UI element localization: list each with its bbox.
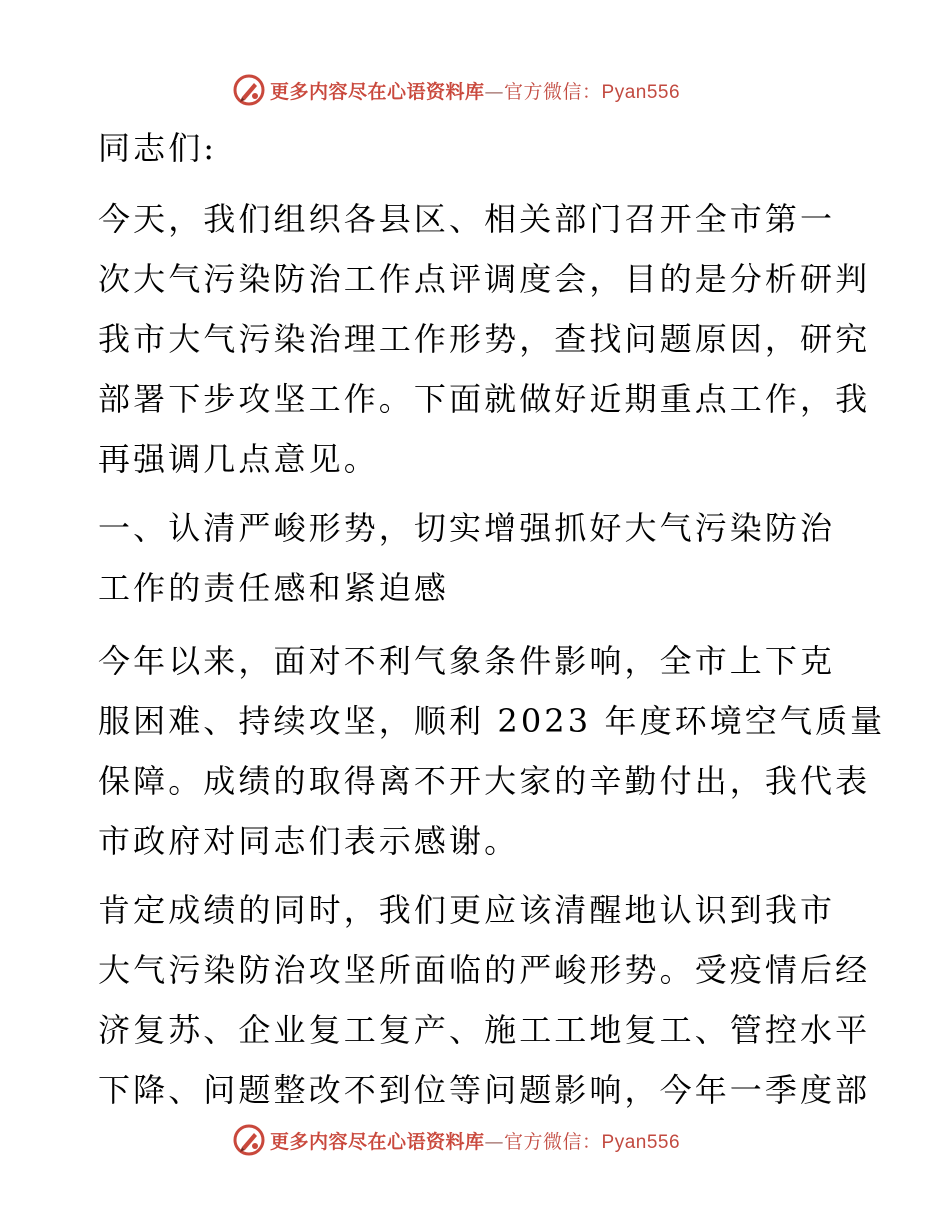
watermark-banner-bottom	[232, 1120, 712, 1160]
heading-line: 工作的责任感和紧迫感	[98, 569, 450, 607]
heading-line: 一、认清严峻形势，切实增强抓好大气污染防治	[98, 509, 836, 547]
paragraph-line: 肯定成绩的同时，我们更应该清醒地认识到我市	[98, 891, 836, 929]
section-heading	[98, 498, 835, 618]
watermark-text	[270, 1127, 680, 1154]
salutation	[98, 118, 217, 178]
watermark-text	[270, 77, 680, 104]
paragraph-line: 今年以来，面对不利气象条件影响，全市上下克	[98, 642, 836, 680]
watermark-dash: —	[484, 1130, 505, 1153]
watermark-brand: 更多内容尽在心语资料库	[270, 1130, 485, 1153]
pen-logo-icon	[232, 73, 266, 107]
watermark-banner-top	[232, 70, 712, 110]
paragraph-line: 部署下步攻坚工作。下面就做好近期重点工作，我	[98, 380, 871, 418]
paragraph-line: 济复苏、企业复工复产、施工工地复工、管控水平	[98, 1011, 871, 1049]
watermark-wechat-id: Pyan556	[601, 1131, 681, 1153]
paragraph-line: 市政府对同志们表示感谢。	[98, 822, 520, 860]
watermark-official-label: 官方微信：	[504, 80, 602, 103]
paragraph-achievements	[98, 631, 885, 871]
paragraph-line: 服困难、持续攻坚，顺利 2023 年度环境空气质量	[98, 702, 886, 740]
paragraph-line: 次大气污染防治工作点评调度会，目的是分析研判	[98, 260, 871, 298]
paragraph-situation	[98, 880, 870, 1120]
paragraph-line: 今天，我们组织各县区、相关部门召开全市第一	[98, 200, 836, 238]
pen-logo-icon	[232, 1123, 266, 1157]
paragraph-line: 大气污染防治攻坚所面临的严峻形势。受疫情后经	[98, 951, 871, 989]
watermark-official-label: 官方微信：	[504, 1130, 602, 1153]
paragraph-line: 保障。成绩的取得离不开大家的辛勤付出，我代表	[98, 762, 871, 800]
paragraph-line: 我市大气污染治理工作形势，查找问题原因，研究	[98, 320, 871, 358]
watermark-dash: —	[484, 80, 505, 103]
watermark-brand: 更多内容尽在心语资料库	[270, 80, 485, 103]
paragraph-line: 下降、问题整改不到位等问题影响，今年一季度部	[98, 1071, 871, 1109]
salutation-text: 同志们:	[98, 129, 218, 167]
watermark-wechat-id: Pyan556	[601, 81, 681, 103]
paragraph-intro	[98, 189, 870, 489]
paragraph-line: 再强调几点意见。	[98, 440, 379, 478]
